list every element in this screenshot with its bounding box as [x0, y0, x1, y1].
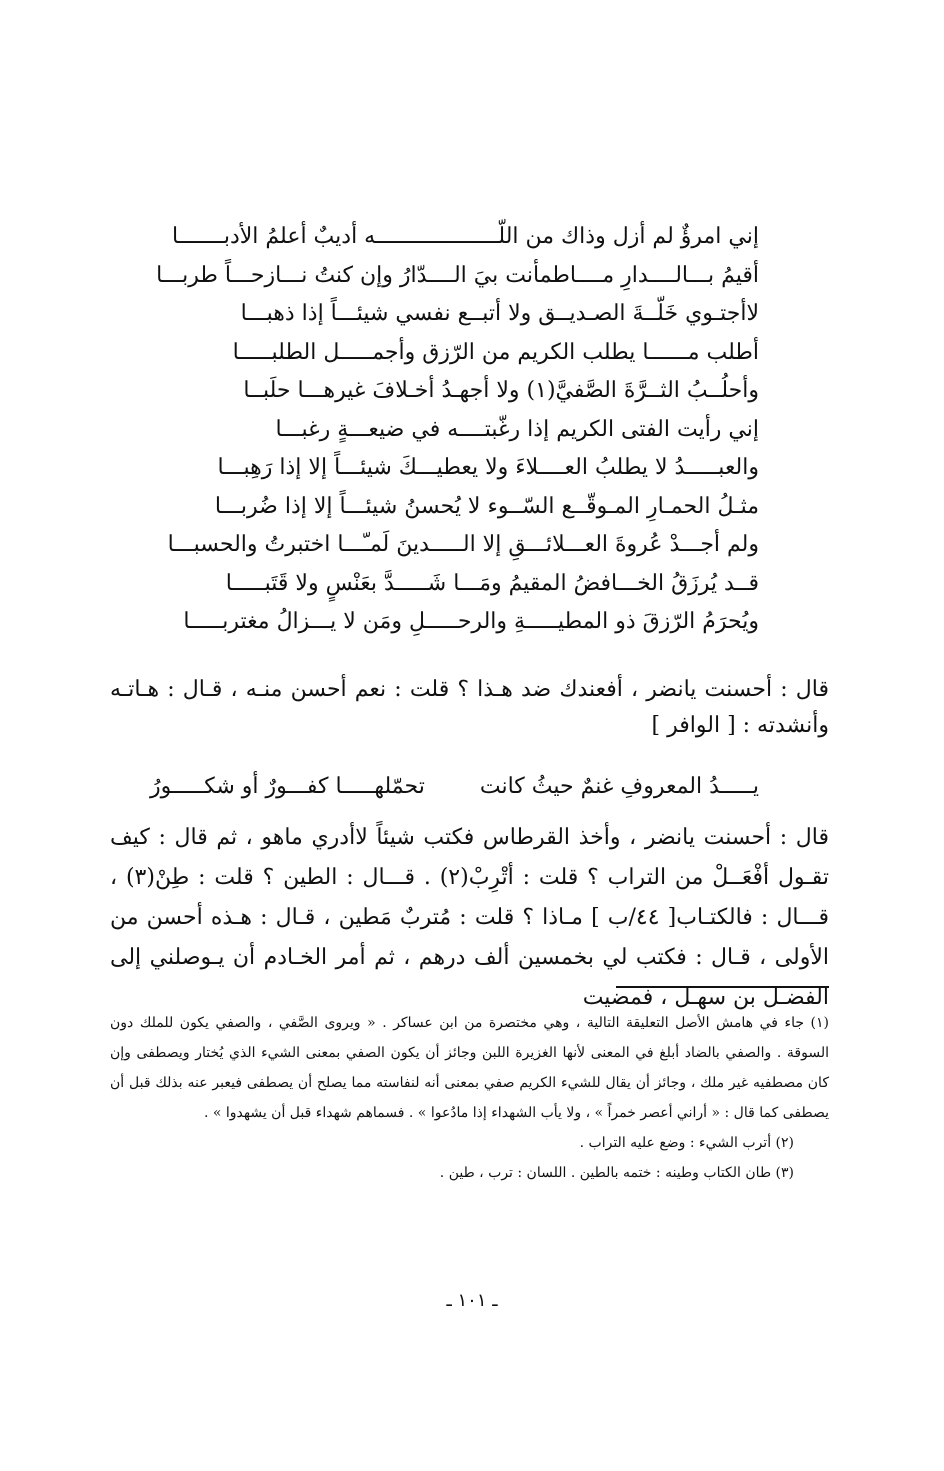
- paragraph-two: [110, 818, 829, 1018]
- single-verse: [150, 768, 794, 806]
- hemistich-second: تحمّلهـــــا كفـــورٌ أو شكـــــورُ: [150, 774, 425, 799]
- page-number: ـ ١٠١ ـ: [446, 1290, 498, 1311]
- paragraph-one: [110, 672, 829, 744]
- poem-verse: والعبـــــدُ لا يطلبُ العــــلاءَ ولا يعطيـــكَ شيئـــاً إلا إذا رَهِبـــا: [217, 455, 759, 480]
- paragraph-text: قال : أحسنت يانضر ، أفعندك ضد هـذا ؟ قلت : نعم أحسن منـه ، قـال : هـاتـه وأنشدته : [ الوافر ]: [110, 677, 829, 738]
- footnote-3: (٣) طان الكتاب وطينه : ختمه بالطين . اللسان : ترب ، طين .: [439, 1165, 794, 1181]
- poem-verse: إني امرؤٌ لم أزل وذاك من اللّـــــــــــــــــــه أديبٌ أعلمُ الأدبـــــــا: [172, 224, 759, 249]
- paragraph-text: قال : أحسنت يانضر ، وأخذ القرطاس فكتب شيئاً لاأدري ماهو ، ثم قال : كيف تقـول أفْعَــلْ من التراب ؟ قلت : أتْرِبْ(٢) . قـــال : الطين ؟ قلت : طِنْ(٣) ، قـــال : فالكتـاب[ ٤٤/ب ] مـاذا ؟ قلت : مُتربٌ مَطين ، قـال : هـذه أحسن من الأولى ، قـال : فكتب لي بخمسين ألف درهم ، ثم أمر الخـادم أن يـوصلني إلى الفضـل بن سهـل ، فمضيت: [110, 825, 829, 1010]
- footnote-2: (٢) أترب الشيء : وضع عليه التراب .: [579, 1135, 794, 1151]
- poem-verse: ويُحرَمُ الرّزقَ ذو المطيـــــةِ والرحـــــلِ ومَن لا يـــزالُ مغتربـــــا: [183, 609, 759, 634]
- poem-verse: لاأجتـوي خَلّــةَ الصـديــق ولا أتبــع نفسي شيئـــاً إذا ذهبـــا: [240, 301, 759, 326]
- poem-verse: مثـلُ الحمـارِ المـوقّــع السّــوء لا يُحسنُ شيئـــاً إلا إذا ضُربـــا: [214, 493, 759, 519]
- poem-verse: وأحلُــبُ الثــرَّةَ الصَّفيَّ(١) ولا أجهـدُ أخـلافَ غيرهـــا حلَبــا: [243, 378, 759, 403]
- poem-verse: قــد يُرزَقُ الخـــافضُ المقيمُ ومَـــا شَـــــدَّ بعَنْسٍ ولا قَتَبـــــا: [225, 570, 759, 596]
- poem-verse: أقيمُ بـــالــــدارِ مــــاطمأنت بيَ الــــدّارُ وإن كنتُ نـــازحـــاً طربـــا: [156, 262, 759, 288]
- footnotes: [110, 1008, 829, 1188]
- poem-block: [150, 218, 794, 642]
- poem-verse: إني رأيت الفتى الكريم إذا رغّبتــــه في ضيعـــةٍ رغبـــا: [275, 416, 759, 442]
- poem-verse: ولم أجـــدْ عُروةَ العـــلائـــقِ إلا الـــــدينَ لَمـّـــا اختبرتُ والحسبـــا: [167, 532, 759, 557]
- footnote-separator: [616, 986, 829, 988]
- footnote-1: (١) جاء في هامش الأصل التعليقة التالية ، وهي مختصرة من ابن عساكر . « ويروى الصَّفي ، والصفي يكون للملك دون السوقة . والصفي بالضاد أبلغ في المعنى لأنها الغزيرة اللبن وجائز أن يكون الصفي بمعنى الشيء الذي يُختار ويصطفى وإن كان مصطفيه غير ملك ، وجائز أن يقال للشيء الكريم صفي بمعنى أنه لنفاسته مما يصلح أن يصطفى فيعبر عنه بذلك قبل أن يصطفى كما قال : « أراني أعصر خمراً » ، ولا يأب الشهداء إذا مادُعوا » . فسماهم شهداء قبل أن يشهدوا » .: [110, 1015, 829, 1121]
- poem-verse: أطلب مــــــا يطلب الكريم من الرّزق وأجمـــــل الطلبـــــا: [232, 339, 759, 365]
- hemistich-first: يـــــدُ المعروفِ غنمٌ حيثُ كانت: [479, 774, 759, 799]
